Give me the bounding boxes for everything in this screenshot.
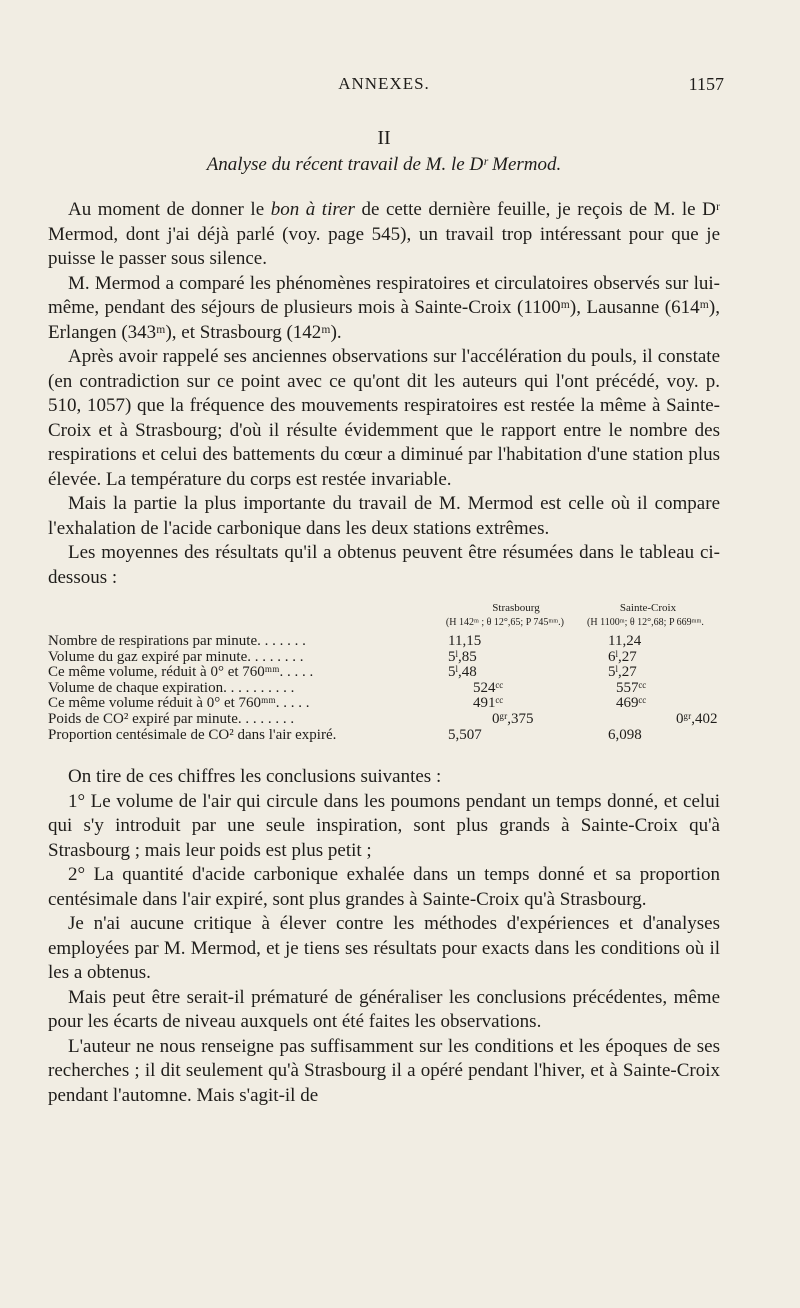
sainte-croix-value: 11,24 [608,633,642,649]
strasbourg-value: 5ˡ,85 [448,648,477,665]
paragraph-10: Mais peut être serait-il prématuré de généraliser les conclusions précédentes, même pour les écarts de niveau auxquels ont été faites les observations. [48,986,720,1033]
row-label: Ce même volume réduit à 0° et 760ᵐᵐ. . . . . [48,695,310,712]
row-label: Volume de chaque expiration. . . . . . . . . . [48,679,295,696]
sainte-croix-value: 469ᶜᶜ [616,695,647,712]
paragraph-11: L'auteur ne nous renseigne pas suffisamment sur les conditions et les époques de ses recherches ; il dit seulement qu'à Strasbourg il a opéré pendant l'hiver, et à Sainte-Croix pendant l'automne. Mais s'agit-il de [48,1035,720,1106]
running-title: ANNEXES. [338,74,430,93]
paragraph-2: M. Mermod a comparé les phénomènes respiratoires et circulatoires observés sur lui-même, pendant des séjours de plusieurs mois à Sainte-Croix (1100ᵐ), Lausanne (614ᵐ), Erlangen (343ᵐ), et Strasbourg (142ᵐ). [48,272,720,343]
page-header [48,70,724,98]
table-row [48,696,720,712]
table-row [48,665,720,681]
paragraph-9: Je n'ai aucune critique à élever contre les méthodes d'expériences et d'analyses employées par M. Mermod, et je tiens ses résultats pour exacts dans les conditions où il les a obtenus. [48,913,720,984]
sainte-croix-value: 6ˡ,27 [608,648,637,665]
table-col-sainte-croix: Sainte-Croix [619,602,677,614]
row-label: Ce même volume, réduit à 0° et 760ᵐᵐ. . . . . [48,664,314,681]
sainte-croix-value: 557ᶜᶜ [616,679,647,696]
data-table [48,634,720,743]
book-page [48,70,724,1108]
paragraph-1-start: Au moment de donner le [68,199,271,220]
row-label: Volume du gaz expiré par minute. . . . . . . . [48,648,304,665]
row-label: Proportion centésimale de CO² dans l'air expiré. [48,726,337,743]
section-number: II [377,127,391,149]
strasbourg-value: 5ˡ,48 [448,664,477,681]
strasbourg-value: 5,507 [448,726,482,743]
strasbourg-value: 524ᶜᶜ [473,679,504,696]
paragraph-5: Les moyennes des résultats qu'il a obtenus peuvent être résumées dans le tableau ci-dessous : [48,542,720,588]
table-row [48,712,720,728]
paragraph-1-italic: bon à tirer [270,199,355,220]
row-label: Nombre de respirations par minute. . . . . . . [48,633,306,649]
paragraph-8: 2° La quantité d'acide carbonique exhalée dans un temps donné et sa proportion centésimale dans l'air expiré, sont plus grandes à Sainte-Croix qu'à Strasbourg. [48,864,720,910]
table-header [48,602,720,634]
paragraph-1-end: de cette dernière feuille, je reçois de M. le Dʳ Mermod, dont j'ai déjà parlé (voy. page 545), un travail trop intéressant pour que je puisse le passer sous silence. [48,199,720,269]
table-row [48,650,720,666]
strasbourg-value: 491ᶜᶜ [473,695,504,712]
sainte-croix-value: 0ᵍʳ,402 [676,710,718,727]
paragraph-7: 1° Le volume de l'air qui circule dans les poumons pendant un temps donné, et celui qui s'y introduit par une seule inspiration, sont plus grands à Sainte-Croix qu'à Strasbourg ; mais leur poids est plus petit ; [48,790,720,861]
paragraph-6: On tire de ces chiffres les conclusions suivantes : [68,766,442,788]
paragraph-3: Après avoir rappelé ses anciennes observations sur l'accélération du pouls, il constate (en contradiction sur ce point avec ce qu'ont dit les auteurs qui l'ont précédé, voy. p. 510, 1057) que la fréquence des mouvements respiratoires est restée la même à Sainte-Croix et à Strasbourg; d'où il résulte évidemment que le rapport entre le nombre des respirations et celui des battements du cœur a diminué par l'habitation d'une station plus élevée. La température du corps est restée invariable. [48,346,720,490]
table-col-strasbourg: Strasbourg [492,602,540,614]
table-row [48,728,720,744]
strasbourg-value: 11,15 [448,633,482,649]
sainte-croix-value: 5ˡ,27 [608,664,637,681]
paragraph-4: Mais la partie la plus importante du travail de M. Mermod est celle où il compare l'exhalation de l'acide carbonique dans les deux stations extrêmes. [48,493,720,539]
page-number: 1157 [688,74,724,94]
paragraph-1 [48,198,720,272]
sainte-croix-value: 6,098 [608,726,642,743]
table-row [48,681,720,697]
table-col-strasbourg-conditions: (H 142ᵐ ; θ 12°,65; P 745ᵐᵐ.) [445,617,564,628]
table-col-sainte-croix-conditions: (H 1100ᵐ; θ 12°,68; P 669ᵐᵐ. [587,617,704,628]
table-row [48,634,720,650]
section-title: Analyse du récent travail de M. le Dʳ Mermod. [206,154,562,175]
strasbourg-value: 0ᵍʳ,375 [492,710,534,727]
row-label: Poids de CO² expiré par minute. . . . . . . . [48,710,295,727]
